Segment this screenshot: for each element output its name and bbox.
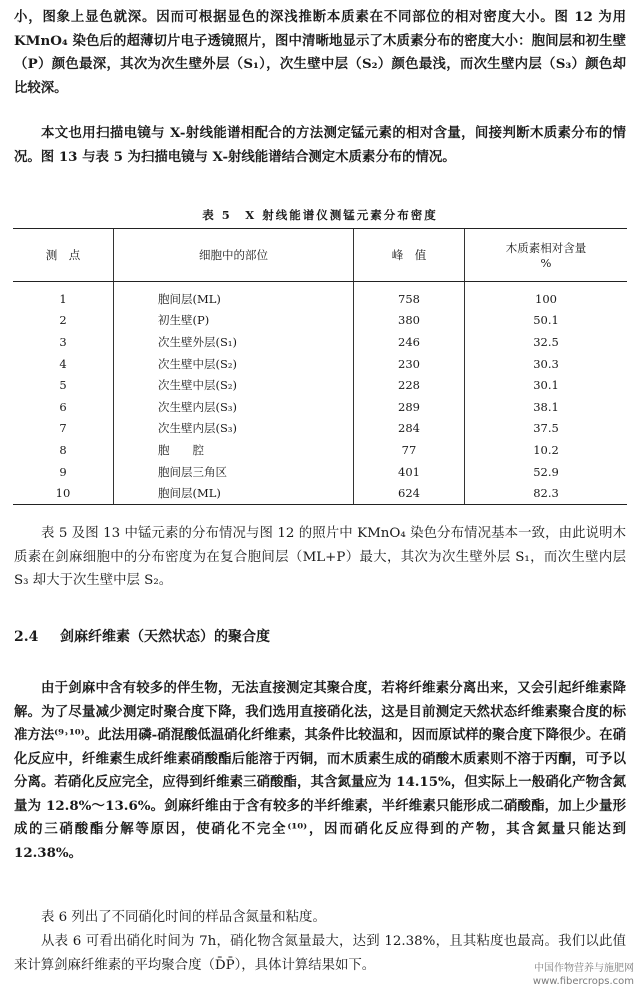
table-row — [13, 282, 627, 310]
cell-part: 胞间层(ML) — [114, 482, 354, 504]
paragraph-table6-intro: 表 6 列出了不同硝化时间的样品含氮量和粘度。 — [41, 910, 326, 925]
cell-peak: 228 — [354, 374, 465, 396]
cell-peak: 380 — [354, 310, 465, 332]
cell-peak: 758 — [354, 282, 465, 310]
section-number: 2.4 — [14, 629, 39, 645]
header-lignin-relative-line1: 木质素相对含量 — [505, 241, 587, 255]
cell-measure-point: 10 — [13, 482, 114, 504]
cell-lignin-relative: 32.5 — [465, 331, 628, 353]
paragraph-nitration-method: 由于剑麻中含有较多的伴生物，无法直接测定其聚合度，若将纤维素分离出来，又会引起纤维素降解。为了尽量减少测定时聚合度下降，我们选用直接硝化法，这是目前测定天然状态纤维素聚合度的标准方法⁽⁹˒¹⁰⁾。此法用磷-硝混酸低温硝化纤维素，其条件比较温和，因而原试样的聚合度下降很少。在硝化反应中，纤维素生成纤维素硝酸酯后能溶于丙铜，而木质素生成的硝酸木质素则不溶于丙酮，可予以分离。若硝化反应完全，应得到纤维素三硝酸酯，其含氮量应为 14.15%，但实际上一般硝化产物含氮量为 12.8%～13.6%。剑麻纤维由于含有较多的半纤维素，半纤维素只能形成二硝酸酯，加上少量形成的三硝酸酯分解等原因，使硝化不完全⁽¹⁰⁾，因而硝化反应得到的产物，其含氮量只能达到 12.38%。 — [14, 680, 626, 861]
cell-lignin-relative: 50.1 — [465, 310, 628, 332]
paragraph-xray-method: 本文也用扫描电镜与 X-射线能谱相配合的方法测定锰元素的相对含量，间接判断木质素分布的情况。图 13 与表 5 为扫描电镜与 X-射线能谱结合测定木质素分布的情况。 — [14, 125, 626, 165]
cell-lignin-relative: 38.1 — [465, 396, 628, 418]
section-heading — [14, 626, 270, 646]
cell-part: 次生壁外层(S₁) — [114, 331, 354, 353]
table-row — [13, 482, 627, 504]
cell-part: 次生壁内层(S₃) — [114, 396, 354, 418]
cell-lignin-relative: 100 — [465, 282, 628, 310]
cell-part: 次生壁中层(S₂) — [114, 374, 354, 396]
watermark-site-name: 中国作物营养与施肥网 — [534, 963, 634, 974]
header-measure-point: 测 点 — [13, 229, 114, 282]
cell-part: 胞间层三角区 — [114, 461, 354, 483]
cell-peak: 284 — [354, 418, 465, 440]
cell-lignin-relative: 82.3 — [465, 482, 628, 504]
header-cell-part: 细胞中的部位 — [114, 229, 354, 282]
header-peak-value: 峰 值 — [354, 229, 465, 282]
cell-peak: 77 — [354, 439, 465, 461]
cell-peak: 624 — [354, 482, 465, 504]
paragraph-figure12-description: 小，图象上显色就深。因而可根据显色的深浅推断本质素在不同部位的相对密度大小。图 12 为用 KMnO₄ 染色后的超薄切片电子透镜照片，图中清晰地显示了木质素分布的密度大小：胞间层和初生壁（P）颜色最深，其次为次生壁外层（S₁），次生壁中层（S₂）颜色最浅，而次生壁内层（S₃）颜色却比较深。 — [14, 9, 626, 96]
cell-part: 初生壁(P) — [114, 310, 354, 332]
paragraph-table6-analysis: 从表 6 可看出硝化时间为 7h，硝化物含氮量最大，达到 12.38%，且其粘度也最高。我们以此值来计算剑麻纤维素的平均聚合度（D̄P̄），具体计算结果如下。 — [14, 934, 626, 973]
cell-measure-point: 3 — [59, 334, 67, 349]
table5-caption: 表 5 X 射线能谱仪测锰元素分布密度 — [202, 208, 438, 222]
header-lignin-relative — [465, 229, 628, 282]
table5 — [13, 228, 627, 505]
table-row — [13, 374, 627, 396]
table-row — [13, 310, 627, 332]
table-row — [13, 439, 627, 461]
cell-peak: 246 — [354, 331, 465, 353]
cell-measure-point: 4 — [59, 356, 67, 371]
table-row — [13, 461, 627, 483]
table5-body — [13, 282, 627, 505]
site-watermark — [533, 962, 634, 988]
cell-measure-point: 9 — [59, 464, 67, 479]
cell-measure-point: 8 — [59, 442, 67, 457]
cell-measure-point: 6 — [59, 399, 67, 414]
cell-peak: 230 — [354, 353, 465, 375]
cell-lignin-relative: 30.3 — [465, 353, 628, 375]
cell-peak: 401 — [354, 461, 465, 483]
cell-measure-point: 5 — [59, 378, 67, 393]
cell-part: 次生壁中层(S₂) — [114, 353, 354, 375]
paragraph-distribution-summary: 表 5 及图 13 中锰元素的分布情况与图 12 的照片中 KMnO₄ 染色分布情况基本一致，由此说明木质素在剑麻细胞中的分布密度为在复合胞间层（ML+P）最大，其次为次生壁外层 S₁，而次生壁内层 S₃ 却大于次生壁中层 S₂。 — [14, 526, 626, 588]
table-row — [13, 331, 627, 353]
cell-lignin-relative: 30.1 — [465, 374, 628, 396]
cell-part: 胞 腔 — [114, 439, 354, 461]
cell-lignin-relative: 37.5 — [465, 418, 628, 440]
cell-part: 胞间层(ML) — [114, 282, 354, 310]
cell-measure-point: 1 — [59, 291, 67, 306]
watermark-url: www.fibercrops.com — [532, 976, 634, 987]
table-row — [13, 396, 627, 418]
table-row — [13, 418, 627, 440]
header-lignin-relative-unit: % — [540, 256, 552, 270]
table-row — [13, 353, 627, 375]
section-title: 剑麻纤维素（天然状态）的聚合度 — [60, 629, 270, 645]
cell-part: 次生壁内层(S₃) — [114, 418, 354, 440]
cell-peak: 289 — [354, 396, 465, 418]
cell-lignin-relative: 10.2 — [465, 439, 628, 461]
cell-measure-point: 2 — [59, 313, 67, 328]
cell-lignin-relative: 52.9 — [465, 461, 628, 483]
cell-measure-point: 7 — [59, 421, 67, 436]
table-header-row — [13, 229, 627, 282]
